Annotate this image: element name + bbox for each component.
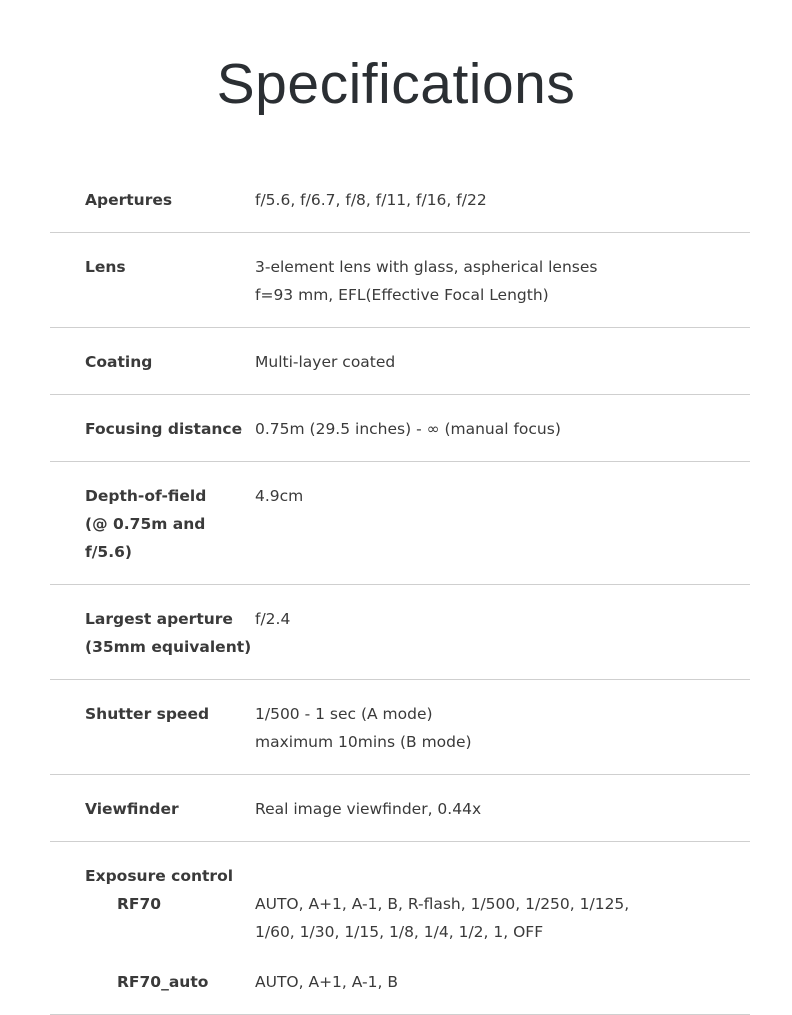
spec-value-line: 1/60, 1/30, 1/15, 1/8, 1/4, 1/2, 1, OFF [255,923,544,941]
exposure-subrow-rf70-auto [85,968,750,996]
exposure-sublabel: RF70 [117,895,162,913]
spec-label-line: Coating [85,353,153,371]
spec-label [85,253,255,309]
spec-label-line: Apertures [85,191,173,209]
spec-value-line: Multi-layer coated [255,353,396,371]
spec-value [255,253,597,309]
spec-label [85,605,255,661]
spec-row-apertures [50,166,750,233]
spec-label-line: Depth-of-field [85,487,207,505]
spec-label [85,415,255,443]
spec-label [85,795,255,823]
page-title: Specifications [216,52,576,116]
spec-row-shutter-speed [50,680,750,775]
spec-row-coating [50,328,750,395]
spec-label [85,700,255,756]
spec-value-line: AUTO, A+1, A-1, B, R-flash, 1/500, 1/250, 1/125, [255,895,630,913]
spec-label [85,186,255,214]
spec-value [255,348,395,376]
spec-value-line: 3-element lens with glass, aspherical lenses [255,258,598,276]
spec-value [255,795,481,823]
spec-value-line: 1/500 - 1 sec (A mode) [255,705,433,723]
spec-value [255,968,398,996]
spec-row-depth-of-field [50,462,750,585]
spec-label-line: Viewfinder [85,800,179,818]
spec-label-line: Largest aperture [85,610,233,628]
spec-row-largest-aperture [50,585,750,680]
spec-label [85,862,255,890]
spec-label-line: Shutter speed [85,705,210,723]
spec-value [255,700,472,756]
spec-value-line: 4.9cm [255,487,304,505]
spec-value [255,186,487,214]
spec-value-line: AUTO, A+1, A-1, B [255,973,398,991]
spec-value-line: f/5.6, f/6.7, f/8, f/11, f/16, f/22 [255,191,487,209]
spec-value [255,482,303,566]
spec-label-line: (35mm equivalent) [85,638,252,656]
spec-label [85,482,255,566]
spec-label-line: Lens [85,258,126,276]
spec-row-viewfinder [50,775,750,842]
spec-label-line: Focusing distance [85,420,243,438]
spec-row-focusing-distance [50,395,750,462]
spec-value [255,415,561,443]
spec-label-line: Exposure control [85,867,234,885]
spec-value-line: maximum 10mins (B mode) [255,733,472,751]
spec-value-line: f=93 mm, EFL(Effective Focal Length) [255,286,549,304]
spec-value-line: Real image viewfinder, 0.44x [255,800,482,818]
spec-value [255,890,629,946]
exposure-sublabel: RF70_auto [117,973,209,991]
spec-row-exposure-control [50,842,750,1015]
spec-label [85,348,255,376]
spec-row-lens [50,233,750,328]
spec-value [255,605,290,661]
spec-value-line: f/2.4 [255,610,291,628]
spec-table [50,166,750,1015]
spec-label-line: (@ 0.75m and f/5.6) [85,515,206,561]
spacer [85,946,750,968]
spec-value-line: 0.75m (29.5 inches) - ∞ (manual focus) [255,420,561,438]
exposure-subrow-rf70 [85,890,750,946]
